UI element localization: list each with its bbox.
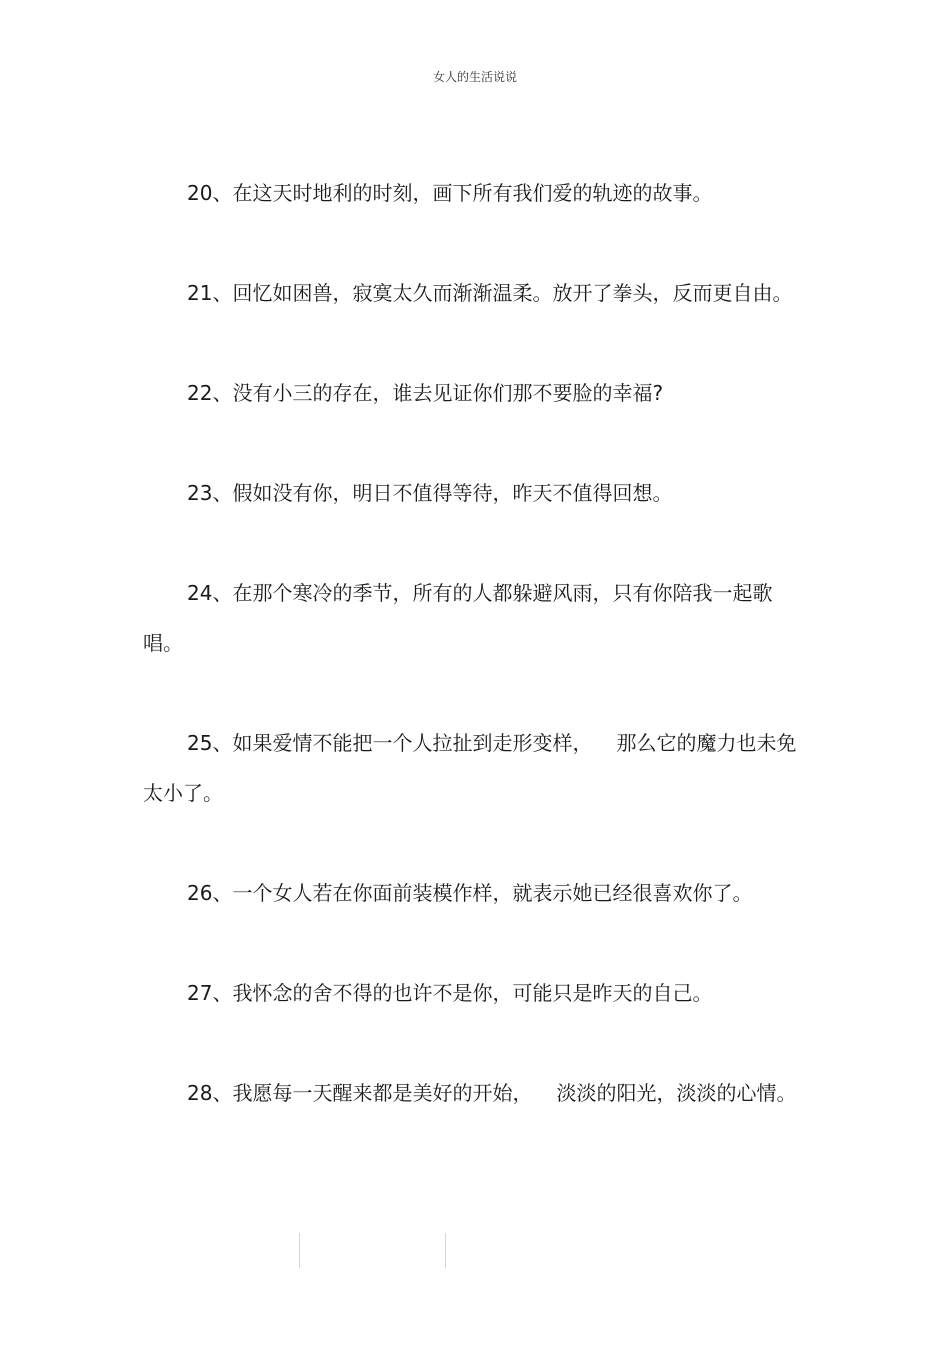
footer-divider-line [299, 1233, 300, 1268]
list-item-27: 27、我怀念的舍不得的也许不是你，可能只是昨天的自己。 [187, 981, 713, 1005]
list-item-25-part-b: 那么它的魔力也未免太小了。 [143, 731, 797, 805]
list-item-25 [143, 718, 808, 818]
list-item-21: 21、回忆如困兽，寂寞太久而渐渐温柔。放开了拳头，反而更自由。 [187, 281, 793, 305]
page-header-title: 女人的生活说说 [432, 70, 517, 84]
document-body [143, 168, 808, 1168]
list-item-22: 22、没有小三的存在，谁去见证你们那不要脸的幸福? [187, 381, 664, 405]
list-item-28-part-b: 淡淡的阳光，淡淡的心情。 [556, 1081, 797, 1105]
list-item-28 [143, 1068, 808, 1118]
list-item-26: 26、一个女人若在你面前装模作样，就表示她已经很喜欢你了。 [187, 881, 753, 905]
list-item-28-part-a: 28、我愿每一天醒来都是美好的开始， [187, 1081, 533, 1105]
list-item-20: 20、在这天时地利的时刻，画下所有我们爱的轨迹的故事。 [187, 181, 713, 205]
list-item-24: 24、在那个寒冷的季节，所有的人都躲避风雨，只有你陪我一起歌唱。 [143, 581, 773, 655]
list-item-23: 23、假如没有你，明日不值得等待，昨天不值得回想。 [187, 481, 673, 505]
footer-divider-line [445, 1233, 446, 1268]
list-item-25-part-a: 25、如果爱情不能把一个人拉扯到走形变样， [187, 731, 593, 755]
